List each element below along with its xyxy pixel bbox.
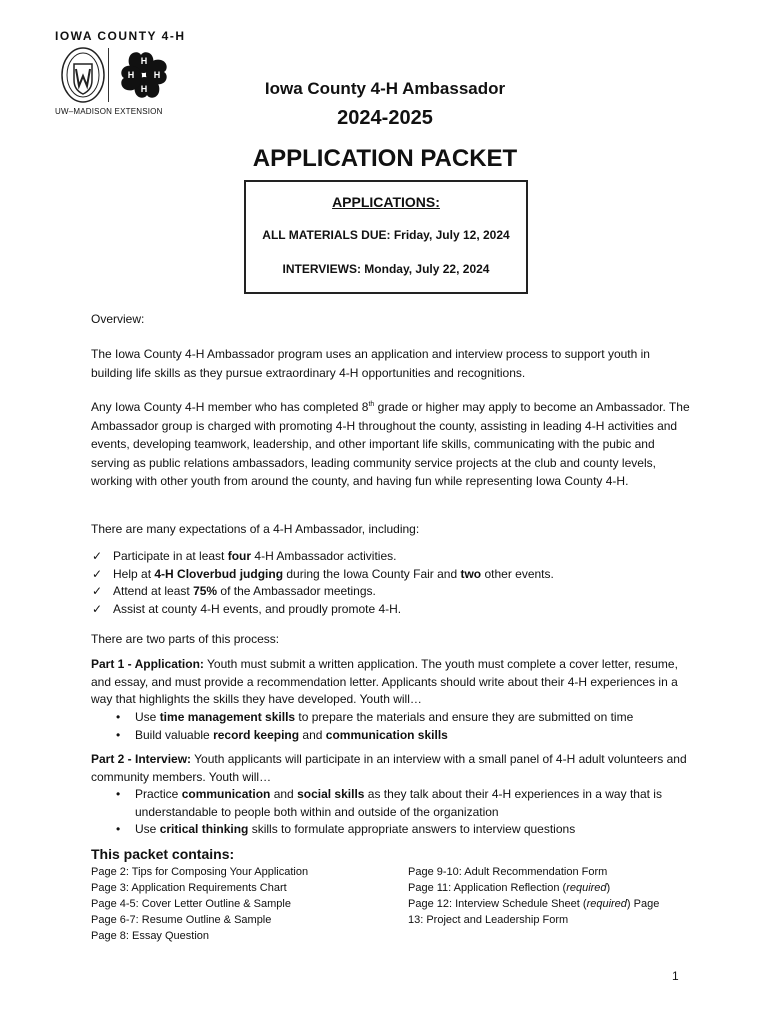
bullet-icon: • [116,727,121,742]
list-item: • Use time management skills to prepare the materials and ensure they are submitted on time [113,709,693,727]
applications-box [244,180,528,294]
list-item: • Build valuable record keeping and communication skills [113,727,693,745]
part1-bullets [113,709,693,744]
list-item: Page 2: Tips for Composing Your Application [91,866,309,878]
part1-text: Youth must submit a written application. The youth must complete a cover letter, resume, and essay, and must provide a recommendation letter. Applicants should write about their 4-H experiences in a way that highlights the skills they have developed. Youth will… [91,657,678,706]
process-intro: There are two parts of this process: [91,632,280,646]
list-item: Page 11: Application Reflection (required) [408,882,611,894]
part1-label: Part 1 - Application: [91,657,204,671]
part2-bullets [113,786,693,839]
list-item: Page 4-5: Cover Letter Outline & Sample [91,898,291,910]
list-item: ✓ Help at 4-H Cloverbud judging during the Iowa County Fair and two other events. [91,566,691,584]
list-item: • Use critical thinking skills to formulate appropriate answers to interview questions [113,821,693,839]
materials-due-date: ALL MATERIALS DUE: Friday, July 12, 2024 [262,228,510,242]
contents-left-column [91,864,391,944]
svg-text:H: H [140,84,148,94]
contents-right-column [408,864,683,928]
program-year: 2024-2025 [337,107,433,129]
list-item: Page 9-10: Adult Recommendation Form [408,866,608,878]
bullet-icon: • [116,787,121,801]
checkmark-icon: ✓ [92,566,103,581]
part2-label: Part 2 - Interview: [91,752,192,766]
list-item: ✓ Attend at least 75% of the Ambassador meetings. [91,583,691,601]
packet-title: APPLICATION PACKET [252,145,518,172]
list-item: Page 12: Interview Schedule Sheet (required) Page [408,898,660,910]
para2-superscript: th [368,401,375,408]
list-item: Page 6-7: Resume Outline & Sample [91,914,272,926]
part2-paragraph [91,751,691,786]
para2-text-b: grade or higher may apply to become an Ambassador. The Ambassador group is charged with promoting 4-H throughout the county, assisting in leading 4-H activities and events, developing teamwork, leadership, and other important life skills, communicating with the pubic and serving as public relations ambassadors, leading community service projects at the club and county levels, working with other youth from around the county, and having fun while representing Iowa County 4-H. [91,400,690,488]
page-title: Iowa County 4-H Ambassador [264,79,506,98]
logo-org-title: IOWA COUNTY 4-H [55,29,186,43]
interview-date: INTERVIEWS: Monday, July 22, 2024 [282,262,490,276]
overview-label: Overview: [91,312,145,326]
logo-subtitle: UW–MADISON EXTENSION [55,107,163,116]
page-number: 1 [672,969,679,983]
overview-paragraph-2 [91,396,691,491]
list-item: • Practice communication and social skills as they talk about their 4-H experiences in a way that is understandable to people both within and outside of the organization [116,787,662,819]
list-item: 13: Project and Leadership Form [408,914,569,926]
checkmark-icon: ✓ [92,601,103,616]
list-item: ✓ Assist at county 4-H events, and proudly promote 4-H. [91,601,691,619]
bullet-icon: • [116,710,121,724]
list-item: Page 8: Essay Question [91,930,210,942]
bullet-icon: • [116,822,121,836]
para2-text-a: Any Iowa County 4-H member who has completed 8 [91,400,369,414]
svg-text:H: H [140,56,148,66]
part2-text: Youth applicants will participate in an interview with a small panel of 4-H adult volunteers and community members. Youth will… [91,752,687,784]
part1-paragraph [91,656,691,709]
contents-heading: This packet contains: [91,846,235,862]
list-item: ✓ Participate in at least four 4-H Ambassador activities. [91,548,691,566]
list-item: Page 3: Application Requirements Chart [91,882,287,894]
overview-paragraph-1: The Iowa County 4-H Ambassador program uses an application and interview process to support youth in building life skills as they pursue extraordinary 4-H opportunities and recognitions. [91,347,650,380]
svg-text:H: H [127,70,135,80]
expectations-list [91,548,691,618]
applications-heading: APPLICATIONS: [332,194,440,210]
checkmark-icon: ✓ [92,584,103,598]
checkmark-icon: ✓ [92,549,103,563]
expectations-intro: There are many expectations of a 4-H Ambassador, including: [91,522,420,536]
svg-text:H: H [153,70,161,80]
